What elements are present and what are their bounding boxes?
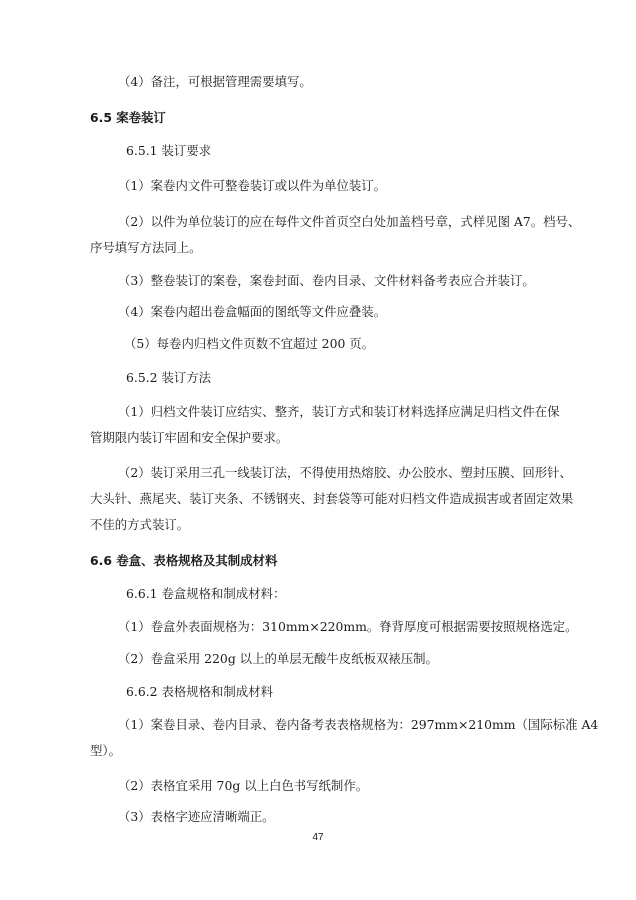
body-text-line: （5）每卷内归档文件页数不宜超过 200 页。 bbox=[124, 336, 375, 351]
body-text-line: （3）整卷装订的案卷，案卷封面、卷内目录、文件材料备考表应合并装订。 bbox=[118, 273, 535, 288]
body-text-line: （1）卷盒外表面规格为：310mm×220mm。脊背厚度可根据需要按照规格选定。 bbox=[118, 619, 578, 634]
section-heading: 6.6 卷盒、表格规格及其制成材料 bbox=[90, 553, 278, 568]
body-text-line: （2）装订采用三孔一线装订法，不得使用热熔胶、办公胶水、塑封压膜、回形针、 bbox=[118, 465, 572, 480]
body-text-line: （4）备注，可根据管理需要填写。 bbox=[118, 74, 312, 89]
body-text-line: 型）。 bbox=[90, 743, 121, 758]
body-text-line: （2）卷盒采用 220g 以上的单层无酸牛皮纸板双裱压制。 bbox=[118, 651, 438, 666]
body-text-line: 大头针、燕尾夹、装订夹条、不锈钢夹、封套袋等可能对归档文件造成损害或者固定效果 bbox=[90, 491, 574, 506]
body-text-line: （2）表格宜采用 70g 以上白色书写纸制作。 bbox=[118, 778, 369, 793]
body-text-line: 6.6.2 表格规格和制成材料 bbox=[126, 684, 273, 699]
section-heading: 6.5 案卷装订 bbox=[90, 110, 166, 125]
body-text-line: （2）以件为单位装订的应在每件文件首页空白处加盖档号章，式样见图 A7。档号、 bbox=[118, 214, 581, 229]
body-text-line: 序号填写方法同上。 bbox=[90, 240, 202, 255]
body-text-line: 管期限内装订牢固和安全保护要求。 bbox=[90, 430, 289, 445]
body-text-line: （1）案卷目录、卷内目录、卷内备考表表格规格为：297mm×210mm（国际标准 A4 bbox=[118, 717, 599, 732]
body-text-line: 6.6.1 卷盒规格和制成材料： bbox=[126, 586, 286, 601]
body-text-line: （4）案卷内超出卷盒幅面的图纸等文件应叠装。 bbox=[118, 304, 387, 319]
body-text-line: （1）归档文件装订应结实、整齐，装订方式和装订材料选择应满足归档文件在保 bbox=[118, 404, 560, 419]
body-text-line: 6.5.1 装订要求 bbox=[126, 143, 212, 158]
page-number: 47 bbox=[312, 832, 324, 843]
body-text-line: 6.5.2 装订方法 bbox=[126, 370, 212, 385]
body-text-line: 不佳的方式装订。 bbox=[90, 517, 190, 532]
body-text-line: （3）表格字迹应清晰端正。 bbox=[118, 809, 275, 824]
body-text-line: （1）案卷内文件可整卷装订或以件为单位装订。 bbox=[118, 178, 387, 193]
